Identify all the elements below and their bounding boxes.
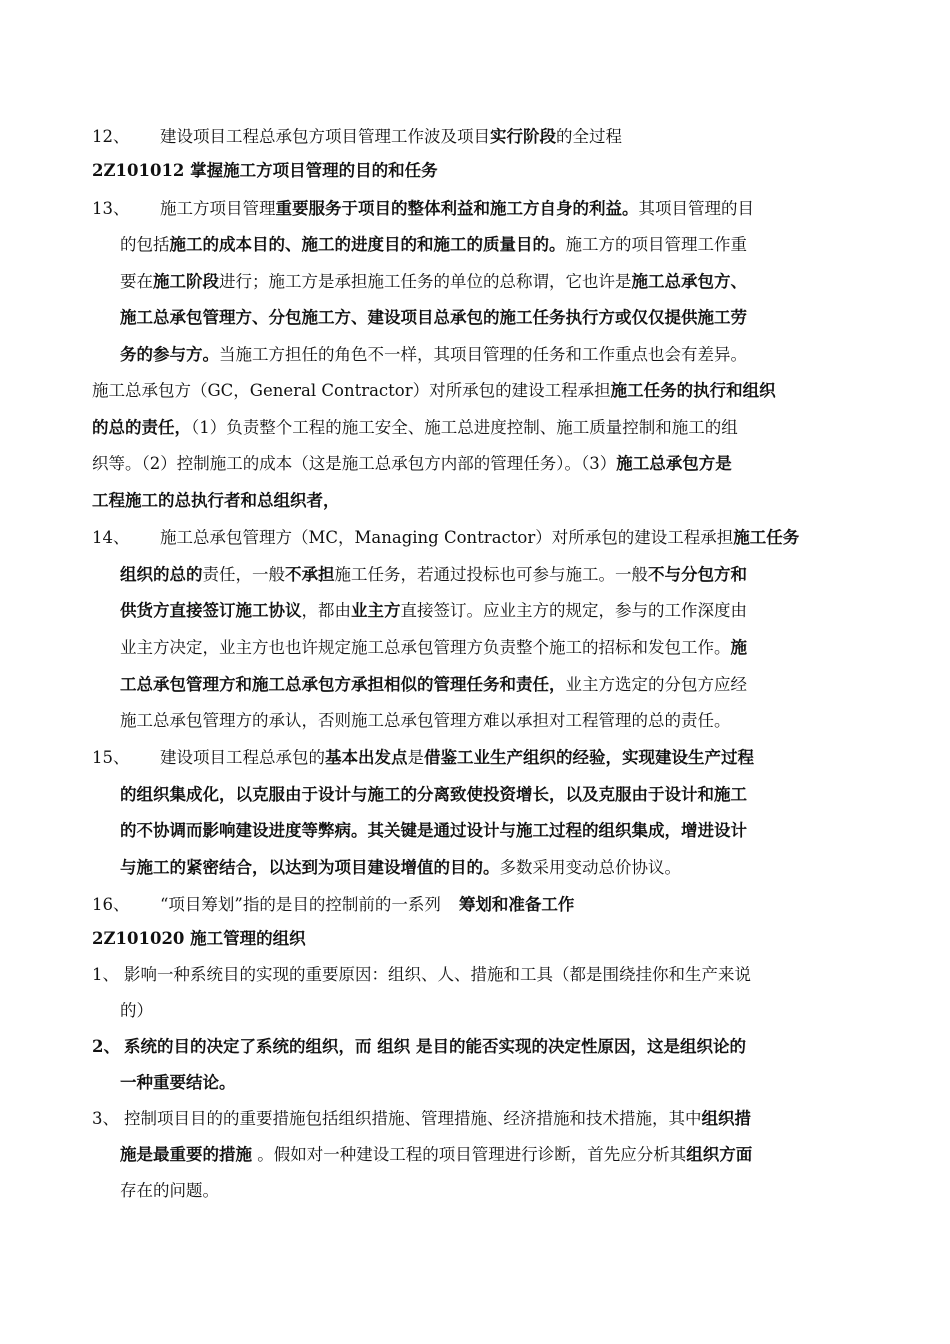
item-14-line-4: 业主方决定，业主方也也许规定施工总承包管理方负责整个施工的招标和发包工作。施: [120, 638, 747, 657]
item-14-number: 14、: [92, 528, 130, 547]
item-13-line-5: 务的参与方。当施工方担任的角色不一样，其项目管理的任务和工作重点也会有差异。: [120, 345, 747, 364]
item-15-number: 15、: [92, 748, 130, 767]
item-15-line-4: 与施工的紧密结合，以达到为项目建设增值的目的。多数采用变动总价协议。: [120, 858, 681, 877]
point-1-line-1: 影响一种系统目的实现的重要原因：组织、人、措施和工具（都是围绕挂你和生产来说: [124, 965, 751, 984]
item-16-number: 16、: [92, 895, 130, 914]
section-heading-2Z101012: 2Z101012 掌握施工方项目管理的目的和任务: [92, 161, 438, 180]
gc-line-4: 工程施工的总执行者和总组织者，: [92, 491, 340, 510]
point-1-line-2: 的）: [120, 1001, 153, 1020]
item-14-line-3: 供货方直接签订施工协议，都由业主方直接签订。应业主方的规定，参与的工作深度由: [120, 601, 747, 620]
point-3-line-1: 控制项目目的的重要措施包括组织措施、管理措施、经济措施和技术措施，其中组织措: [124, 1109, 751, 1128]
point-2-line-2: 一种重要结论。: [120, 1073, 236, 1092]
item-14-line-5: 工总承包管理方和施工总承包方承担相似的管理任务和责任，业主方选定的分包方应经: [120, 675, 747, 694]
item-15-line-3: 的不协调而影响建设进度等弊病。其关键是通过设计与施工过程的组织集成，增进设计: [120, 821, 747, 840]
item-15-line-1: 建设项目工程总承包的基本出发点是借鉴工业生产组织的经验，实现建设生产过程: [160, 748, 754, 767]
gc-line-1: 施工总承包方（GC，General Contractor）对所承包的建设工程承担施工任务的执行和组织: [92, 381, 776, 400]
point-1-number: 1、: [92, 965, 119, 984]
item-13-number: 13、: [92, 199, 130, 218]
item-13-line-1: 施工方项目管理重要服务于项目的整体利益和施工方自身的利益。其项目管理的目: [160, 199, 754, 218]
section-heading-2Z101020: 2Z101020 施工管理的组织: [92, 929, 306, 948]
item-13-line-2: 的包括施工的成本目的、施工的进度目的和施工的质量目的。施工方的项目管理工作重: [120, 235, 747, 254]
gc-line-3: 织等。（2）控制施工的成本（这是施工总承包方内部的管理任务）。（3）施工总承包方是: [92, 454, 732, 473]
point-3-line-3: 存在的问题。: [120, 1181, 219, 1200]
item-13-line-4: 施工总承包管理方、分包施工方、建设项目总承包的施工任务执行方或仅仅提供施工劳: [120, 308, 747, 327]
item-14-line-2: 组织的总的责任，一般不承担施工任务，若通过投标也可参与施工。一般不与分包方和: [120, 565, 747, 584]
item-14-line-6: 施工总承包管理方的承认，否则施工总承包管理方难以承担对工程管理的总的责任。: [120, 711, 731, 730]
point-2-number: 2、: [92, 1037, 120, 1056]
point-2-line-1: 系统的目的决定了系统的组织，而 组织 是目的能否实现的决定性原因，这是组织论的: [124, 1037, 746, 1056]
gc-line-2: 的总的责任，（1）负责整个工程的施工安全、施工总进度控制、施工质量控制和施工的组: [92, 418, 738, 437]
point-3-line-2: 施是最重要的措施 。假如对一种建设工程的项目管理进行诊断，首先应分析其组织方面: [120, 1145, 753, 1164]
item-12-text: 建设项目工程总承包方项目管理工作波及项目实行阶段的全过程: [160, 127, 622, 146]
item-16-text: “项目筹划”指的是目的控制前的一系列 筹划和准备工作: [160, 895, 575, 914]
item-12-number: 12、: [92, 127, 130, 146]
item-13-line-3: 要在施工阶段进行；施工方是承担施工任务的单位的总称谓，它也许是施工总承包方、: [120, 272, 747, 291]
item-15-line-2: 的组织集成化，以克服由于设计与施工的分离致使投资增长，以及克服由于设计和施工: [120, 785, 747, 804]
point-3-number: 3、: [92, 1109, 119, 1128]
item-14-line-1: 施工总承包管理方（MC，Managing Contractor）对所承包的建设工程承担施工任务: [160, 528, 800, 547]
